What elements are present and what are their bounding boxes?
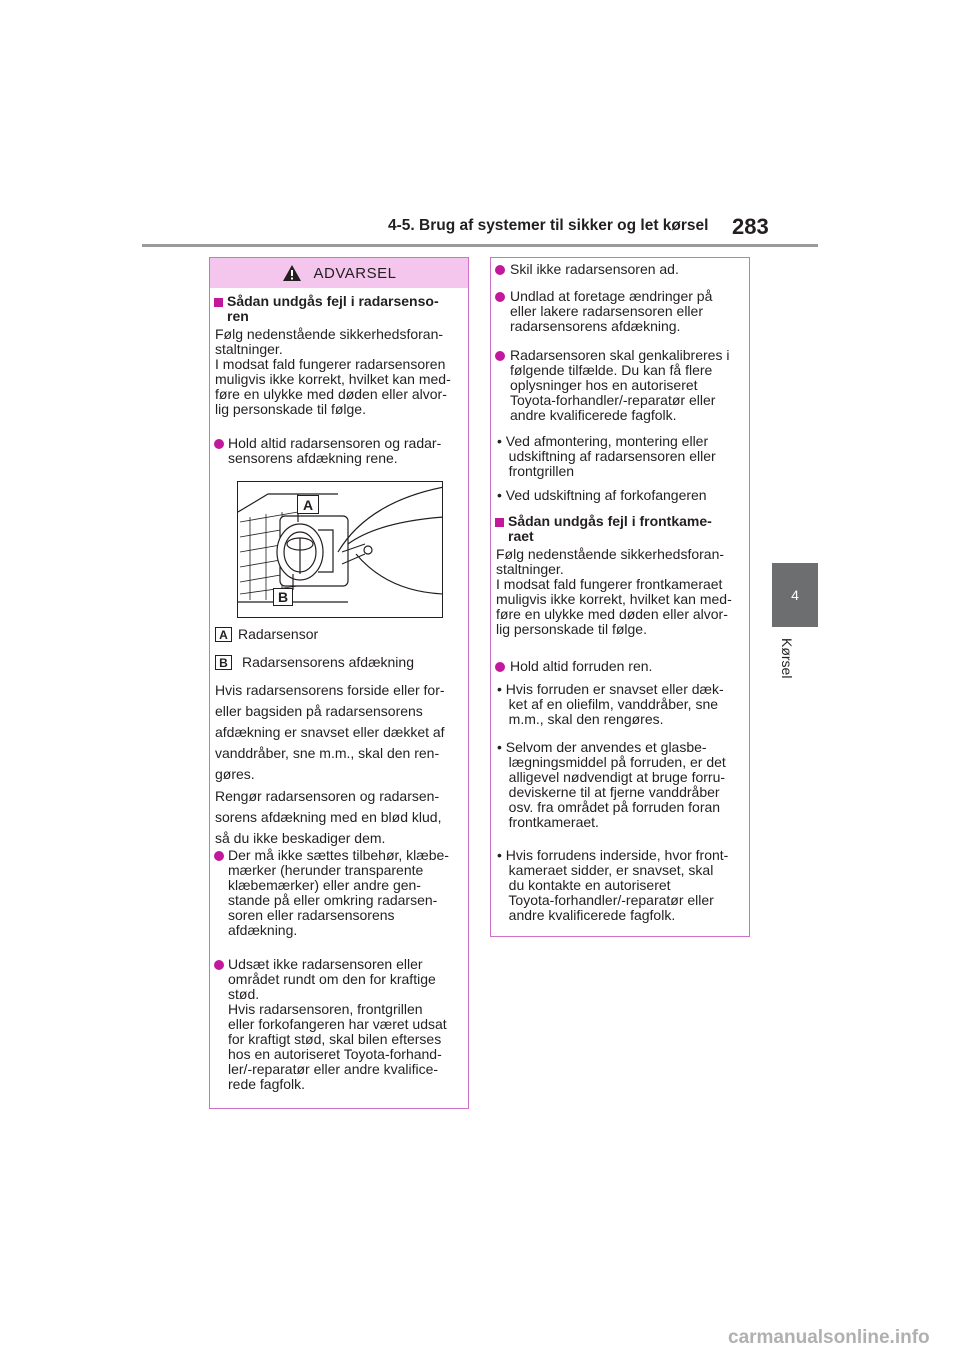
heading-square-icon — [214, 298, 223, 307]
bullet-icon — [214, 960, 224, 970]
warning-title: ADVARSEL — [313, 264, 397, 282]
bullet-no-modify: Undlad at foretage ændringer på eller lakere radarsensoren eller radarsensorens afdækning. — [510, 288, 713, 334]
legend-radar-cover: Radarsensorens afdækning — [242, 654, 414, 670]
bullet-icon — [214, 851, 224, 861]
figure-label-b: B — [273, 588, 293, 606]
sub-bullet-dirty-windshield: • Hvis forruden er snavset eller dæk- ket af en oliefilm, vanddråber, sne m.m., skal den rengøres. — [497, 681, 724, 727]
footer-watermark[interactable]: carmanualsonline.info — [728, 1327, 930, 1348]
chapter-tab: 4 — [772, 563, 818, 627]
legend-label-b: B — [215, 655, 232, 670]
warning-triangle-icon — [282, 264, 302, 282]
warning-header — [210, 258, 468, 288]
legend-radar-sensor: Radarsensor — [238, 626, 319, 642]
section-heading-camera: Sådan undgås fejl i frontkame- raet — [508, 513, 712, 544]
bullet-icon — [495, 292, 505, 302]
page-number: 283 — [732, 214, 769, 239]
section-heading-radar: Sådan undgås fejl i radarsenso- ren — [227, 293, 439, 324]
sub-bullet-inside-dirty: • Hvis forrudens inderside, hvor front- kameraet sidder, er snavset, skal du kontakte en autoriseret Toyota-forhandler/-reparatør eller andre kvalificerede fagfolk. — [497, 847, 729, 923]
sub-bullet-bumper: • Ved udskiftning af forkofangeren — [497, 487, 707, 503]
bullet-recalibrate: Radarsensoren skal genkalibreres i følgende tilfælde. Du kan få flere oplysninger hos en autoriseret Toyota-forhandler/-reparatør eller andre kvalificerede fagfolk. — [510, 347, 730, 423]
paragraph-clean-cloth: Rengør radarsensoren og radarsen- sorens afdækning med en blød klud, så du ikke beskadiger dem. — [215, 788, 442, 846]
section-title: 4-5. Brug af systemer til sikker og let kørsel — [388, 217, 709, 234]
section-intro-camera: Følg nedenstående sikkerhedsforan- staltninger. I modsat fald fungerer frontkameraet muligvis ikke korrekt, hvilket kan med- føre en ulykke med døden eller alvor- lig personskade til følge. — [496, 546, 732, 637]
bullet-no-impact: Udsæt ikke radarsensoren eller området rundt om den for kraftige stød. Hvis radarsensoren, frontgrillen eller forkofangeren har været udsat for kraftigt stød, skal bilen efterses hos en autoriseret Toyota-forhand- ler/-reparatør eller andre kvalifice- rede fagfolk. — [228, 956, 447, 1092]
section-intro-radar: Følg nedenstående sikkerhedsforan- staltninger. I modsat fald fungerer radarsensoren muligvis ikke korrekt, hvilket kan med- føre en ulykke med døden eller alvor- lig personskade til følge. — [215, 326, 451, 417]
bullet-icon — [495, 351, 505, 361]
sub-bullet-removal: • Ved afmontering, montering eller udskiftning af radarsensoren eller frontgrillen — [497, 433, 716, 479]
bullet-no-disassemble: Skil ikke radarsensoren ad. — [510, 261, 679, 277]
chapter-label: Kørsel — [779, 638, 795, 679]
bullet-keep-clean: Hold altid radarsensoren og radar- sensorens afdækning rene. — [228, 435, 442, 466]
bullet-clean-windshield: Hold altid forruden ren. — [510, 658, 653, 674]
sub-bullet-glass-coating: • Selvom der anvendes et glasbe- lægningsmiddel på forruden, er det alligevel nødvendigt at bruge forru- deviskerne til at fjerne vanddråber osv. fra området på forruden foran frontkameraet. — [497, 739, 726, 830]
legend-label-a: A — [215, 627, 232, 642]
heading-square-icon — [495, 518, 504, 527]
header-rule — [142, 244, 818, 247]
radar-illustration — [238, 482, 443, 618]
bullet-no-accessories: Der må ikke sættes tilbehør, klæbe- mærker (herunder transparente klæbemærker) eller andre gen- stande på eller omkring radarsen- soren eller radarsensorens afdækning. — [228, 847, 449, 938]
paragraph-clean-cover: Hvis radarsensorens forside eller for- eller bagsiden på radarsensorens afdækning er snavset eller dækket af vanddråber, sne m.m., skal den ren- gøres. — [215, 682, 445, 782]
bullet-icon — [495, 662, 505, 672]
bullet-icon — [214, 439, 224, 449]
radar-figure — [237, 481, 443, 618]
figure-label-a: A — [297, 495, 319, 514]
bullet-icon — [495, 265, 505, 275]
